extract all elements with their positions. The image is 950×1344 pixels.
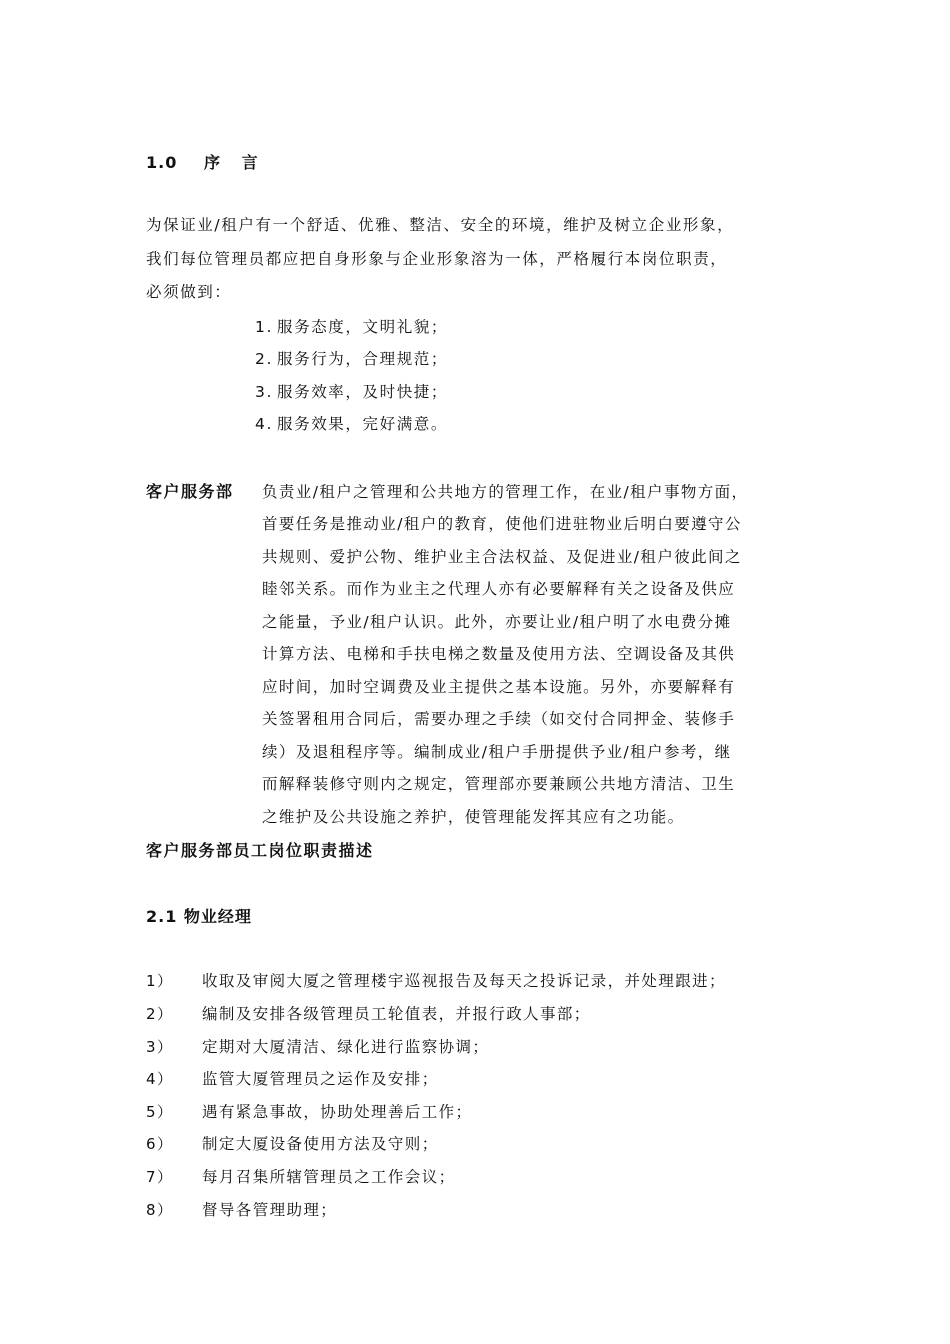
department-text-line: 关签署租用合同后，需要办理之手续（如交付合同押金、装修手 xyxy=(262,710,736,728)
department-text-line: 而解释装修守则内之规定，管理部亦要兼顾公共地方清洁、卫生 xyxy=(262,775,736,793)
department-text-line: 计算方法、电梯和手扶电梯之数量及使用方法、空调设备及其供 xyxy=(262,645,736,663)
intro-line: 必须做到： xyxy=(146,283,232,301)
duty-number: 3） xyxy=(146,1038,174,1056)
duty-text: 监管大厦管理员之运作及安排； xyxy=(202,1070,439,1088)
duty-text: 督导各管理助理； xyxy=(202,1201,338,1219)
principle-number: 3. xyxy=(255,383,273,401)
principle-item xyxy=(255,315,448,337)
duty-item xyxy=(146,1067,439,1089)
department-text-line: 负责业/租户之管理和公共地方的管理工作，在业/租户事物方面， xyxy=(262,483,749,501)
duty-text: 每月召集所辖管理员之工作会议； xyxy=(202,1168,456,1186)
principle-item xyxy=(255,380,448,402)
department-text-line: 共规则、爱护公物、维护业主合法权益、及促进业/租户彼此间之 xyxy=(262,548,742,566)
section-heading-property-manager: 2.1 物业经理 xyxy=(146,907,252,926)
duty-item xyxy=(146,969,726,991)
duty-text: 定期对大厦清洁、绿化进行监察协调； xyxy=(202,1038,490,1056)
principle-item xyxy=(255,412,448,434)
duty-item xyxy=(146,1002,591,1024)
department-text-line: 续）及退租程序等。编制成业/租户手册提供予业/租户参考，继 xyxy=(262,743,732,761)
section-heading-preface xyxy=(146,150,266,173)
duty-number: 2） xyxy=(146,1005,174,1023)
intro-line: 为保证业/租户有一个舒适、优雅、整洁、安全的环境，维护及树立企业形象， xyxy=(146,216,735,234)
staff-duties-title: 客户服务部员工岗位职责描述 xyxy=(146,841,374,860)
duty-number: 5） xyxy=(146,1103,174,1121)
duty-text: 遇有紧急事故，协助处理善后工作； xyxy=(202,1103,473,1121)
duty-text: 收取及审阅大厦之管理楼宇巡视报告及每天之投诉记录，并处理跟进； xyxy=(202,972,726,990)
principle-text: 服务效果，完好满意。 xyxy=(277,415,449,433)
duty-item xyxy=(146,1165,456,1187)
department-text-line: 睦邻关系。而作为业主之代理人亦有必要解释有关之设备及供应 xyxy=(262,580,736,598)
duty-number: 4） xyxy=(146,1070,174,1088)
section-title: 序 言 xyxy=(204,153,266,172)
principle-number: 4. xyxy=(255,415,273,433)
duty-text: 编制及安排各级管理员工轮值表，并报行政人事部； xyxy=(202,1005,591,1023)
department-text-line: 首要任务是推动业/租户的教育，使他们进驻物业后明白要遵守公 xyxy=(262,515,742,533)
principle-text: 服务效率，及时快捷； xyxy=(277,383,449,401)
principle-number: 2. xyxy=(255,350,273,368)
department-text-line: 应时间，加时空调费及业主提供之基本设施。另外，亦要解释有 xyxy=(262,678,736,696)
department-label: 客户服务部 xyxy=(146,482,234,501)
principle-item xyxy=(255,347,448,369)
section-number: 1.0 xyxy=(146,153,178,172)
intro-line: 我们每位管理员都应把自身形象与企业形象溶为一体，严格履行本岗位职责， xyxy=(146,250,728,268)
duty-number: 7） xyxy=(146,1168,174,1186)
duty-item xyxy=(146,1198,337,1220)
principle-text: 服务行为，合理规范； xyxy=(277,350,449,368)
duty-item xyxy=(146,1132,439,1154)
principle-text: 服务态度，文明礼貌； xyxy=(277,318,449,336)
duty-item xyxy=(146,1035,489,1057)
duty-number: 1） xyxy=(146,972,174,990)
duty-number: 8） xyxy=(146,1201,174,1219)
principle-number: 1. xyxy=(255,318,273,336)
duty-text: 制定大厦设备使用方法及守则； xyxy=(202,1135,439,1153)
duty-item xyxy=(146,1100,472,1122)
department-text-line: 之维护及公共设施之养护，使管理能发挥其应有之功能。 xyxy=(262,808,685,826)
duty-number: 6） xyxy=(146,1135,174,1153)
department-text-line: 之能量，予业/租户认识。此外，亦要让业/租户明了水电费分摊 xyxy=(262,613,732,631)
